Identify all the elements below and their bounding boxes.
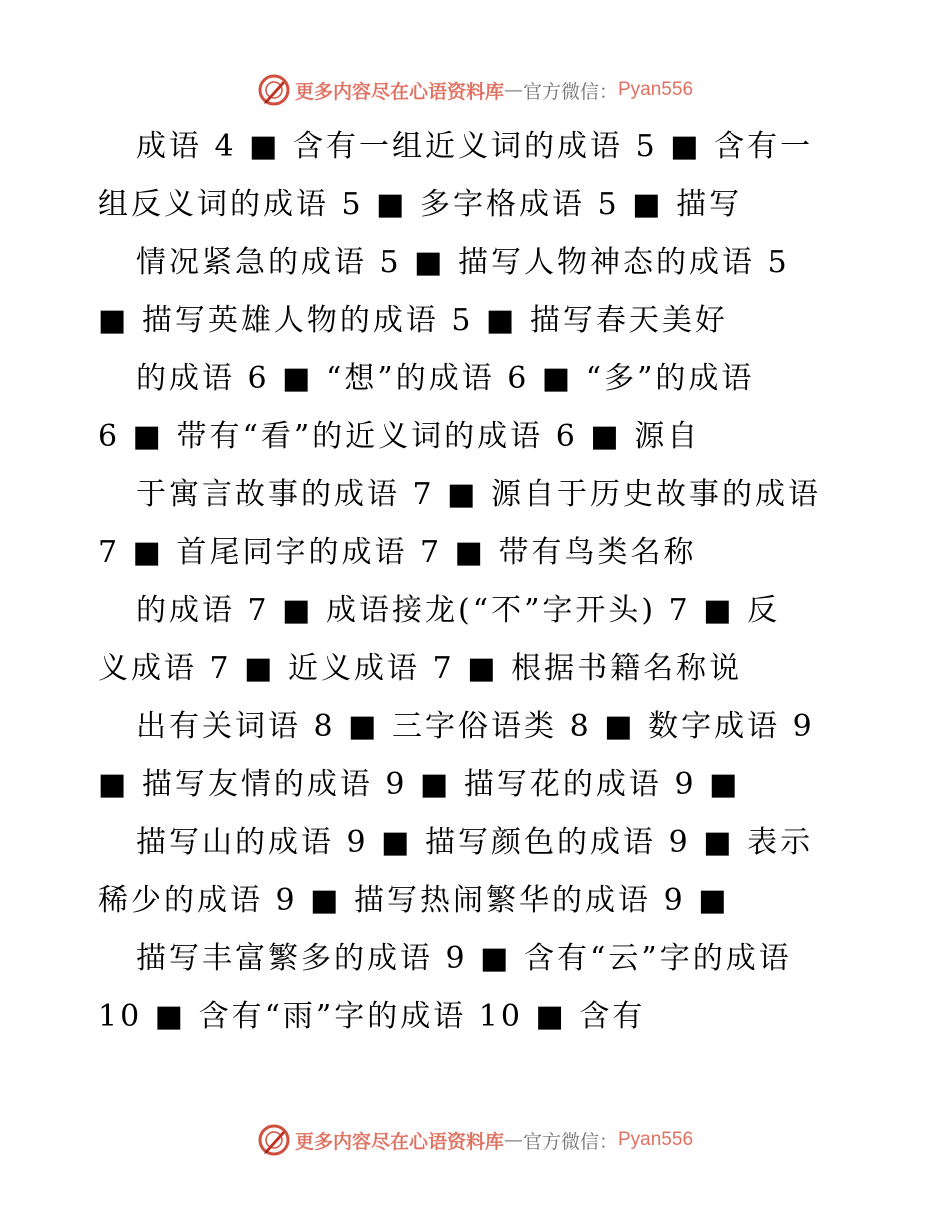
toc-line-1-text: 成语 4 ■ 含有一组近义词的成语 5 ■ 含有一 [136,129,814,164]
footer-official: 官方微信： [522,1130,618,1153]
toc-line-2: 组反义词的成语 5 ■ 多字格成语 5 ■ 描写 [98,187,743,222]
toc-line-11: 出有关词语 8 ■ 三字俗语类 8 ■ 数字成语 9 [136,709,815,744]
toc-line-6: 6 ■ 带有“看”的近义词的成语 6 ■ 源自 [98,419,701,454]
toc-line-3: 情况紧急的成语 5 ■ 描写人物神态的成语 5 [136,245,790,280]
toc-line-5: 的成语 6 ■ “想”的成语 6 ■ “多”的成语 [136,361,755,396]
toc-line-12: ■ 描写友情的成语 9 ■ 描写花的成语 9 ■ [98,767,741,802]
header-brand: 更多内容尽在心语资料库 [294,80,504,103]
footer-separator: — [503,1129,523,1151]
toc-line-10: 义成语 7 ■ 近义成语 7 ■ 根据书籍名称说 [98,651,743,686]
toc-line-14: 稀少的成语 9 ■ 描写热闹繁华的成语 9 ■ [98,883,730,918]
footer-brand: 更多内容尽在心语资料库 [294,1130,504,1153]
pen-logo-icon [257,73,291,107]
toc-line-16: 10 ■ 含有“雨”字的成语 10 ■ 含有 [98,999,646,1034]
toc-line-1 [136,118,850,176]
toc-line-9: 的成语 7 ■ 成语接龙(“不”字开头) 7 ■ 反 [136,593,781,628]
toc-line-7: 于寓言故事的成语 7 ■ 源自于历史故事的成语 [136,477,822,512]
header-banner [0,70,950,110]
header-separator: — [503,79,523,101]
pen-logo-icon [257,1123,291,1157]
toc-line-15: 描写丰富繁多的成语 9 ■ 含有“云”字的成语 [136,941,792,976]
footer-banner [0,1120,950,1160]
header-official: 官方微信： [522,80,618,103]
toc-line-13: 描写山的成语 9 ■ 描写颜色的成语 9 ■ 表示 [136,825,814,860]
toc-line-4: ■ 描写英雄人物的成语 5 ■ 描写春天美好 [98,303,728,338]
footer-wechat-id: Pyan556 [618,1129,694,1150]
header-wechat-id: Pyan556 [618,79,694,100]
toc-line-8: 7 ■ 首尾同字的成语 7 ■ 带有鸟类名称 [98,535,697,570]
